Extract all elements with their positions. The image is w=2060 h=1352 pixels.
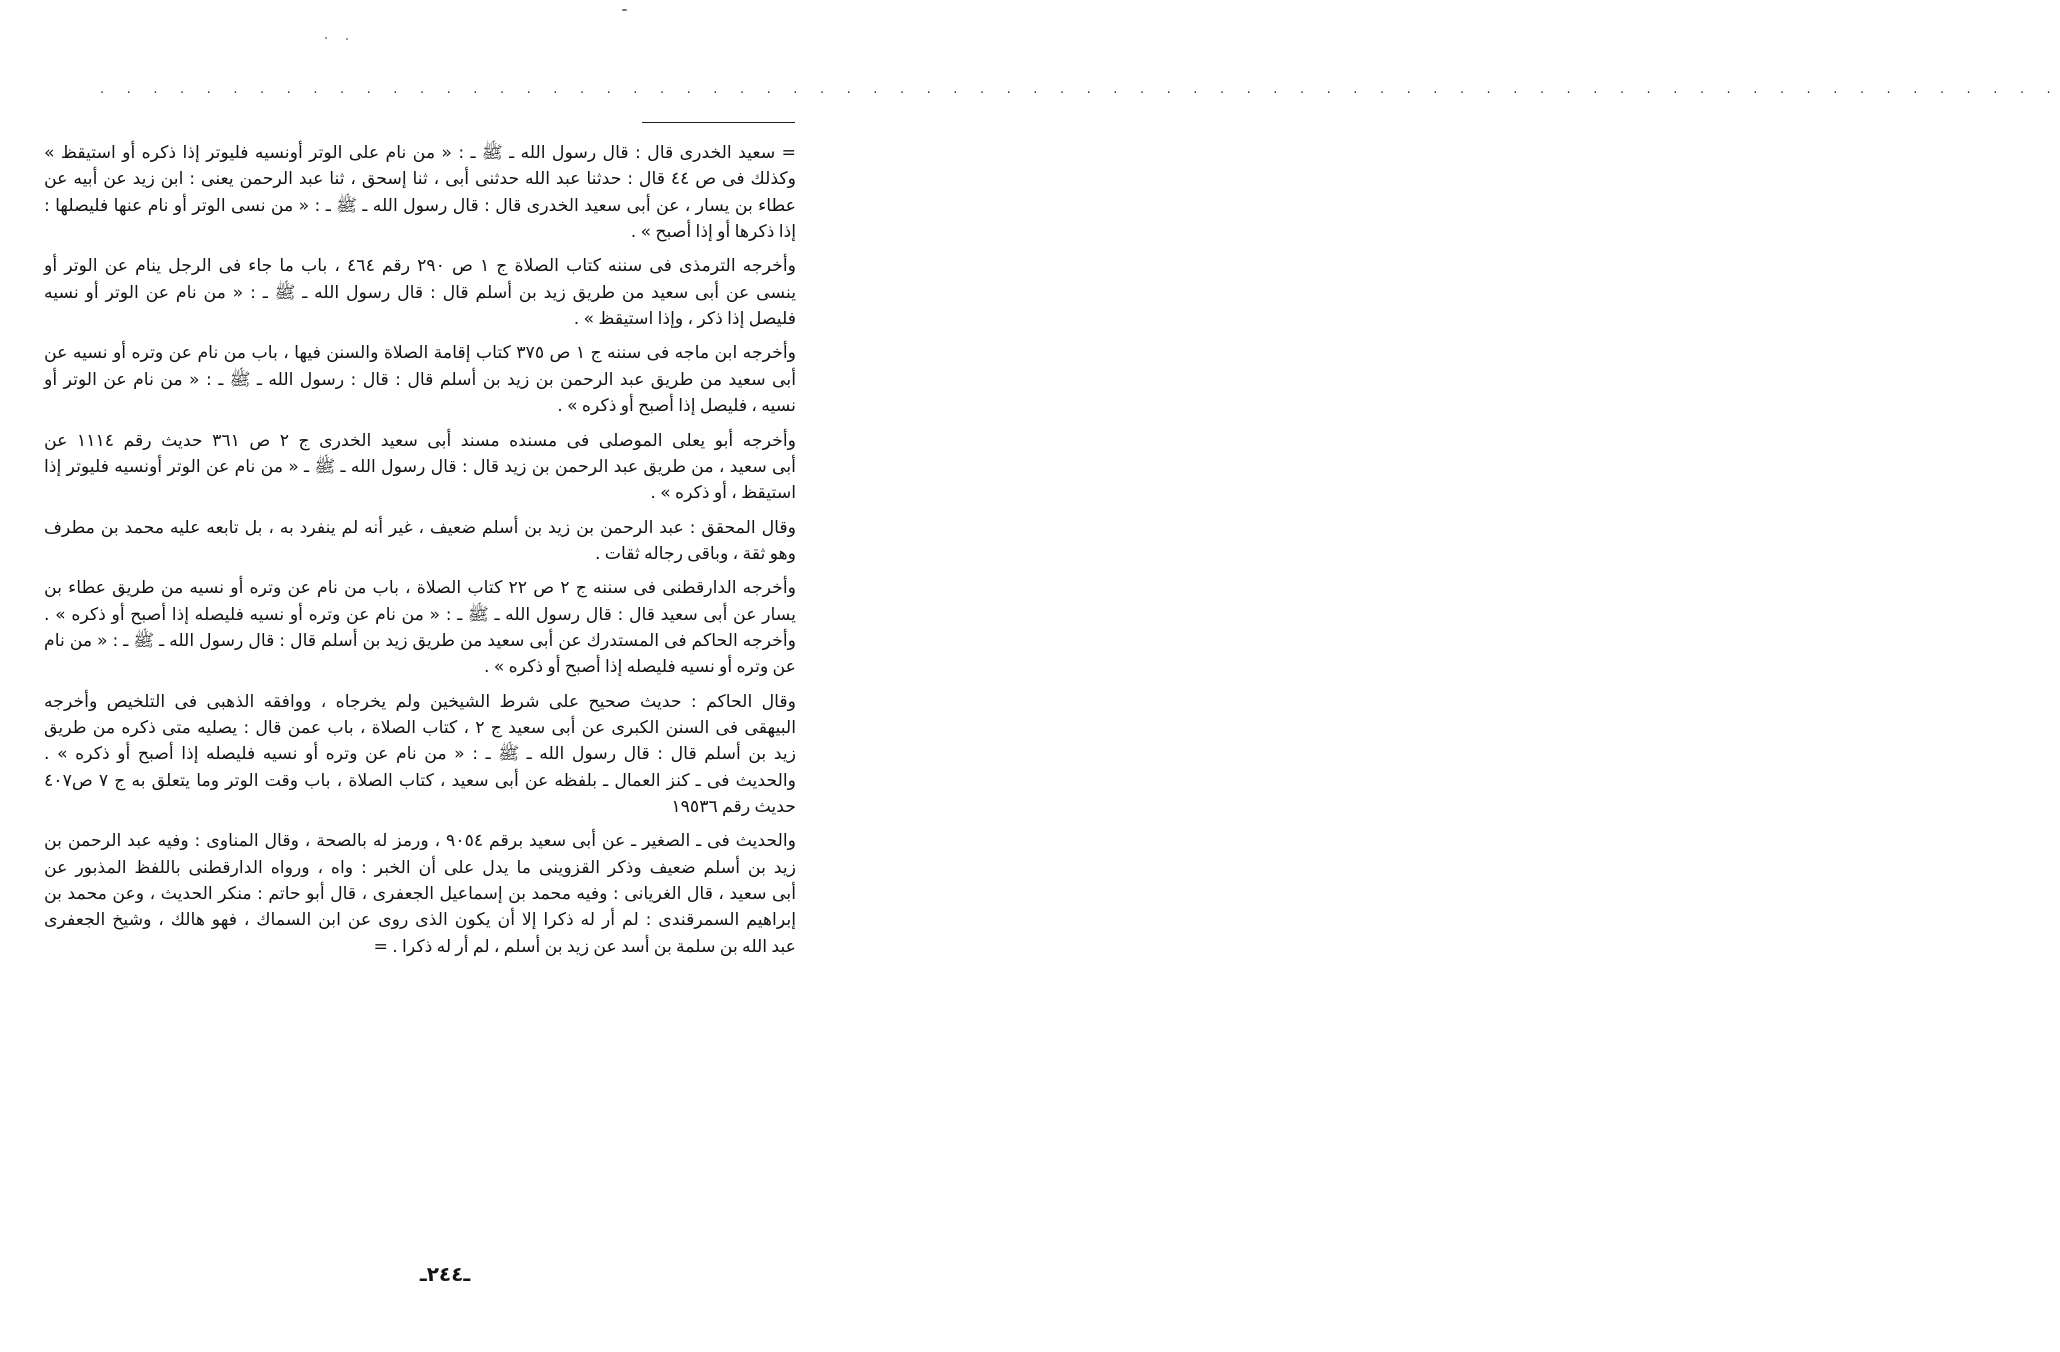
text-line: والحديث فى ـ كنز العمال ـ بلفظه عن أبى سعيد ، كتاب الصلاة ، باب وقت الوتر وما يتعلق به ج ٧ ص٤٠٧ (44, 770, 796, 791)
paragraph-gap (44, 245, 796, 253)
text-line: فليصل إذا ذكر ، وإذا استيقظ » . (573, 308, 796, 329)
paragraph-gap (44, 332, 796, 340)
paragraph (44, 828, 796, 959)
paragraph-gap (44, 567, 796, 575)
paragraph (44, 253, 796, 332)
text-line: أبى سعيد من طريق عبد الرحمن بن زيد بن أسلم قال : قال : رسول الله ـ ﷺ ـ : « من نام عن الوتر أو (44, 369, 796, 390)
text-line: نسيه ، فليصل إذا أصبح أو ذكره » . (557, 396, 796, 417)
text-line: وكذلك فى ص ٤٤ قال : حدثنا عبد الله حدثنى أبى ، ثنا إسحق ، ثنا عبد الرحمن يعنى : ابن زيد عن أبيه عن (44, 169, 796, 190)
text-line: وهو ثقة ، وباقى رجاله ثقات . (594, 543, 796, 564)
paragraph (44, 575, 796, 628)
paragraph (44, 340, 796, 419)
text-line: والحديث فى ـ الصغير ـ عن أبى سعيد برقم ٩٠٥٤ ، ورمز له بالصحة ، وقال المناوى : وفيه عبد الرحمن بن (44, 831, 796, 852)
paragraph (44, 689, 796, 768)
paragraph (44, 428, 796, 507)
text-line: ينسى عن أبى سعيد من طريق زيد بن أسلم قال : قال رسول الله ـ ﷺ ـ : « من نام عن الوتر أو نسيه (44, 282, 796, 303)
text-line: وأخرجه ابن ماجه فى سننه ج ١ ص ٣٧٥ كتاب إقامة الصلاة والسنن فيها ، باب من نام عن وتره أو نسيه عن (44, 343, 796, 364)
text-line: وأخرجه الدارقطنى فى سننه ج ٢ ص ٢٢ كتاب الصلاة ، باب من نام عن وتره أو نسيه من طريق عطاء بن (44, 578, 796, 599)
paragraph (44, 140, 796, 245)
text-line: أبى سعيد ، من طريق عبد الرحمن بن زيد قال : قال رسول الله ـ ﷺ ـ « من نام عن الوتر أونسيه فليوتر إذا (44, 456, 796, 477)
paragraph-gap (44, 506, 796, 514)
text-line: يسار عن أبى سعيد قال : قال رسول الله ـ ﷺ ـ : « من نام عن وتره أو نسيه فليصله إذا أصبح أو ذكره » . (44, 604, 796, 625)
paragraph-gap (44, 820, 796, 828)
paragraph (44, 628, 796, 681)
paragraph-gap (44, 681, 796, 689)
text-line: أبى سعيد ، قال الغريانى : وفيه محمد بن إسماعيل الجعفرى ، قال أبو حاتم : منكر الحديث ، وعن محمد بن (44, 884, 796, 905)
text-line: وأخرجه الترمذى فى سننه كتاب الصلاة ج ١ ص ٢٩٠ رقم ٤٦٤ ، باب ما جاء فى الرجل ينام عن الوتر أو (44, 256, 796, 277)
footnote-rule (642, 122, 795, 123)
text-line: وأخرجه أبو يعلى الموصلى فى مسنده مسند أبى سعيد الخدرى ج ٢ ص ٣٦١ حديث رقم ١١١٤ عن (44, 430, 796, 451)
text-line: إذا ذكرها أو إذا أصبح » . (630, 221, 796, 242)
text-line: استيقظ ، أو ذكره » . (650, 483, 796, 504)
footnote-text (44, 140, 796, 960)
scan-speck (622, 9, 627, 11)
text-line: وأخرجه الحاكم فى المستدرك عن أبى سعيد من طريق زيد بن أسلم قال : قال رسول الله ـ ﷺ ـ : « من نام (44, 630, 796, 651)
text-line: عن وتره أو نسيه فليصله إذا أصبح أو ذكره » . (483, 657, 796, 678)
page-number: ـ٢٤٤ـ (419, 1262, 471, 1286)
text-line: حديث رقم ١٩٥٣٦ (671, 796, 796, 817)
paragraph-gap (44, 419, 796, 427)
text-line: وقال الحاكم : حديث صحيح على شرط الشيخين ولم يخرجاه ، ووافقه الذهبى فى التلخيص وأخرجه (44, 691, 796, 712)
paragraph (44, 515, 796, 568)
text-line: زيد بن أسلم قال : قال رسول الله ـ ﷺ ـ : « من نام عن وتره أو نسيه فليصله إذا أصبح أو ذكره » . (44, 744, 796, 765)
dotted-separator: . . . . . . . . . . . . . . . . . . . . . . . . . . . . . . . . . . . . . . . . . . . . . . . . . . . . . . . . . . . . . . . . . . . . . . . . . . (100, 82, 2060, 97)
text-line: البيهقى فى السنن الكبرى عن أبى سعيد ج ٢ ، كتاب الصلاة ، باب عمن قال : يصليه متى ذكره من طريق (44, 718, 796, 739)
text-line: عطاء بن يسار ، عن أبى سعيد الخدرى قال : قال رسول الله ـ ﷺ ـ : « من نسى الوتر أو نام عنها فليصلها : (44, 195, 796, 216)
scan-speck (325, 37, 327, 39)
text-line: إبراهيم السمرقندى : لم أر له ذكرا إلا أن يكون الذى روى عن ابن السماك ، فهو هالك ، وشيخ الجعفرى (44, 910, 796, 931)
text-line: زيد بن أسلم ضعيف وذكر القزوينى ما يدل على أن الخبر : واه ، ورواه الدارقطنى باللفظ المذبور عن (44, 857, 796, 878)
text-line: عبد الله بن سلمة بن أسد عن زيد بن أسلم ، لم أر له ذكرا . = (373, 936, 796, 957)
scan-speck (346, 38, 348, 40)
text-line: وقال المحقق : عبد الرحمن بن زيد بن أسلم ضعيف ، غير أنه لم ينفرد به ، بل تابعه عليه محمد بن مطرف (44, 517, 796, 538)
text-line: = سعيد الخدرى قال : قال رسول الله ـ ﷺ ـ : « من نام على الوتر أونسيه فليوتر إذا ذكره أو استيقظ » (44, 143, 796, 163)
paragraph (44, 768, 796, 821)
